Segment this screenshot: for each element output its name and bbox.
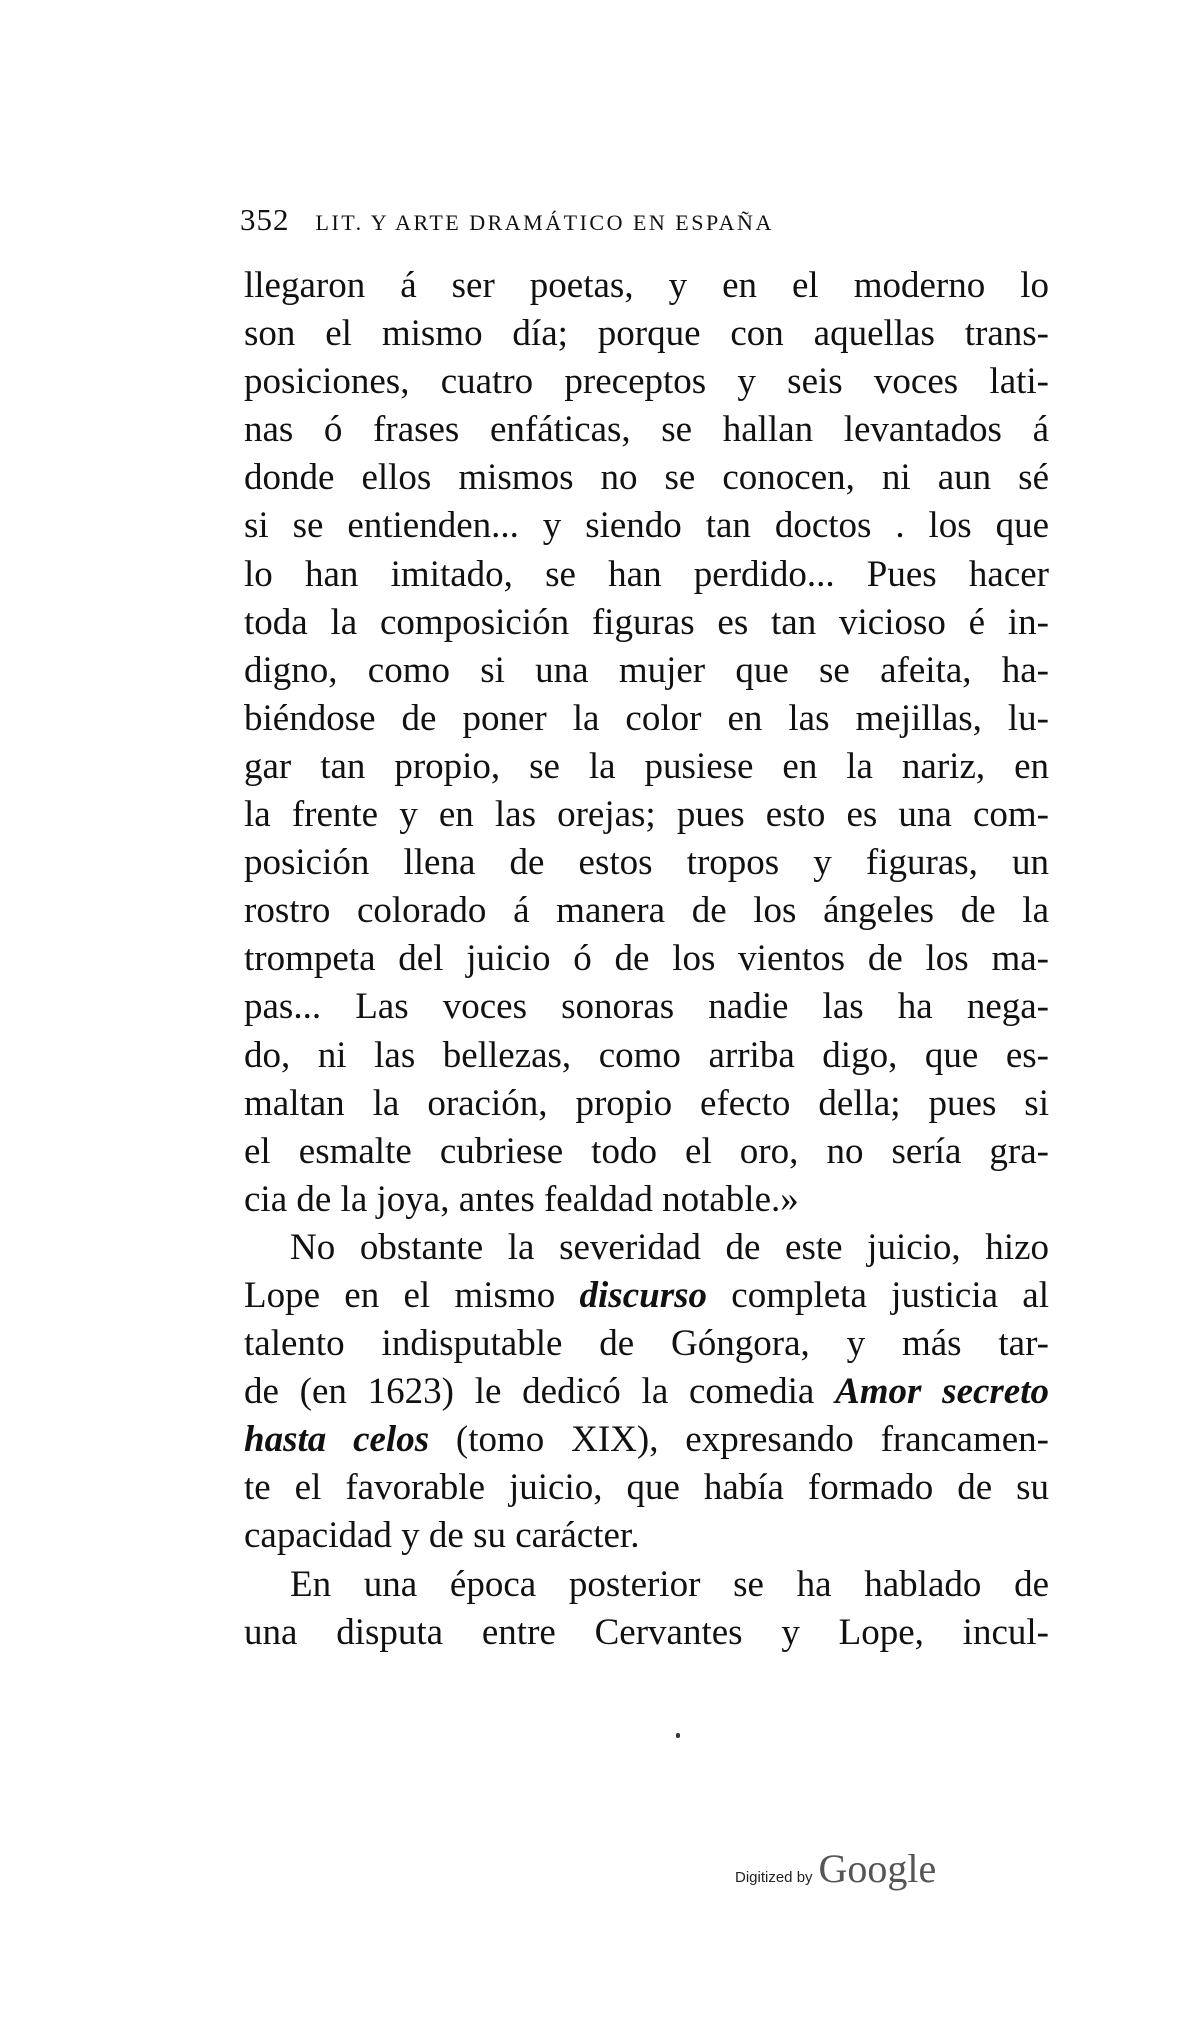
- running-title: LIT. Y ARTE DRAMÁTICO EN ESPAÑA: [315, 210, 774, 235]
- text-line: rostro colorado á manera de los ángeles de la: [244, 890, 1049, 932]
- text-line: biéndose de poner la color en las mejillas, lu-: [244, 697, 1049, 739]
- text-line: En una época posterior se ha hablado de: [290, 1563, 1049, 1605]
- text-line: donde ellos mismos no se conocen, ni aun sé: [244, 457, 1049, 499]
- text-line: si se entienden... y siendo tan doctos . los que: [244, 505, 1049, 547]
- text-line: maltan la oración, propio efecto della; pues si: [244, 1082, 1049, 1124]
- text-line: gar tan propio, se la pusiese en la nariz, en: [244, 745, 1049, 787]
- text-line: posición llena de estos tropos y figuras, un: [244, 842, 1049, 884]
- text-line: digno, como si una mujer que se afeita, ha-: [244, 649, 1049, 691]
- text-line: son el mismo día; porque con aquellas trans-: [244, 313, 1049, 355]
- italic-title-discurso: discurso: [579, 1274, 707, 1316]
- print-speck: [676, 1733, 680, 1738]
- text-line: toda la composición figuras es tan vicioso é in-: [244, 601, 1049, 643]
- italic-title-hasta-celos: hasta celos: [244, 1419, 430, 1461]
- text-line: [244, 1368, 1049, 1416]
- text-line: do, ni las bellezas, como arriba digo, que es-: [244, 1034, 1049, 1076]
- paragraph-cervantes: [244, 1561, 1049, 1657]
- paragraph-gongora: [244, 1224, 1049, 1561]
- text-run: Lope en el mismo: [244, 1274, 580, 1316]
- digitized-label: Digitized by: [735, 1869, 813, 1886]
- text-line: [244, 1416, 1049, 1464]
- running-head: [240, 202, 1040, 242]
- text-line: talento indisputable de Góngora, y más tar-: [244, 1323, 1049, 1365]
- italic-title-amor-secreto: Amor secreto: [835, 1371, 1050, 1413]
- text-line: trompeta del juicio ó de los vientos de los ma-: [244, 938, 1049, 980]
- text-line: lo han imitado, se han perdido... Pues hacer: [244, 553, 1049, 595]
- text-line: No obstante la severidad de este juicio, hizo: [290, 1226, 1049, 1268]
- text-line: posiciones, cuatro preceptos y seis voces lati-: [244, 361, 1049, 403]
- text-line: te el favorable juicio, que había formado de su: [244, 1467, 1049, 1509]
- text-line: nas ó frases enfáticas, se hallan levantados á: [244, 409, 1049, 451]
- text-line: pas... Las voces sonoras nadie las ha nega-: [244, 986, 1049, 1028]
- paragraph-quote-continuation: [244, 262, 1049, 1224]
- digitized-by-google-watermark: [735, 1845, 936, 1892]
- text-run: de (en 1623) le dedicó la comedia: [244, 1371, 836, 1413]
- text-run: completa justicia al: [707, 1274, 1050, 1316]
- body-text: [244, 262, 1049, 1657]
- page-number: 352: [240, 202, 290, 237]
- text-line: capacidad y de su carácter.: [244, 1515, 640, 1557]
- google-logo: Google: [818, 1846, 937, 1891]
- text-line: el esmalte cubriese todo el oro, no sería gra-: [244, 1130, 1049, 1172]
- text-line: [244, 1272, 1049, 1320]
- text-line: una disputa entre Cervantes y Lope, incul-: [244, 1611, 1049, 1653]
- text-line: la frente y en las orejas; pues esto es una com-: [244, 794, 1049, 836]
- text-line: llegaron á ser poetas, y en el moderno lo: [244, 265, 1049, 306]
- text-line: cia de la joya, antes fealdad notable.»: [244, 1178, 799, 1220]
- text-run: (tomo XIX), expresando francamen-: [429, 1419, 1050, 1461]
